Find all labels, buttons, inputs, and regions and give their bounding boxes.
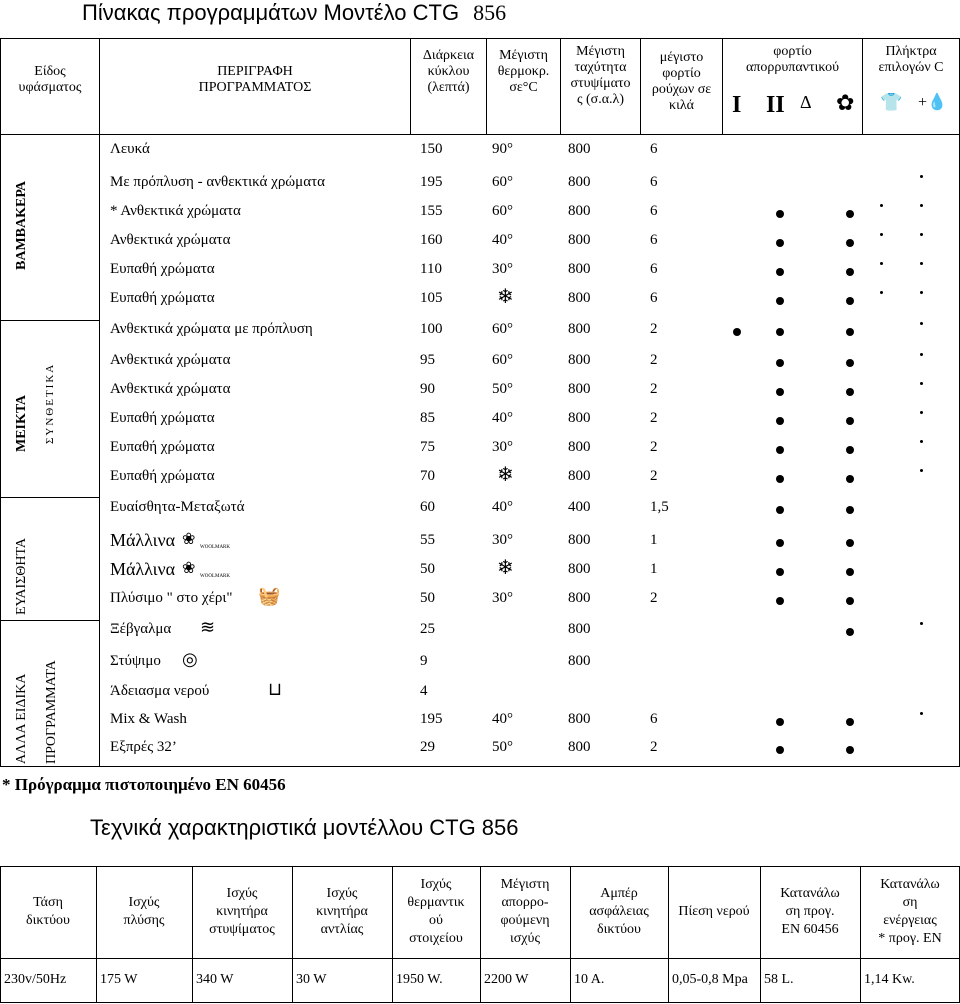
detergent-dot — [846, 506, 854, 514]
row-duration: 100 — [420, 321, 443, 337]
spec-header-line: ενέργειας — [883, 913, 937, 928]
option-dot — [920, 233, 923, 236]
row-spin-speed: 800 — [568, 174, 591, 190]
row-temperature: 30° — [492, 532, 513, 548]
footnote: * Πρόγραμμα πιστοποιημένο EN 60456 — [2, 775, 286, 794]
header-options: Πλήκτρα επιλογών C — [878, 44, 944, 75]
detergent-dot — [846, 746, 854, 754]
detergent-dot — [846, 239, 854, 247]
detergent-dot — [776, 597, 784, 605]
row-temperature: 50° — [492, 739, 513, 755]
group-delicate: ΕΥΑΙΣΘΗΤΑ — [14, 537, 29, 615]
row-temperature: 40° — [492, 711, 513, 727]
row-load: 1 — [650, 532, 658, 548]
row-duration: 160 — [420, 232, 443, 248]
row-temperature: 40° — [492, 232, 513, 248]
header-duration: Διάρκεια κύκλου (λεπτά) — [422, 48, 475, 95]
row-duration: 55 — [420, 532, 435, 548]
row-load: 2 — [650, 468, 658, 484]
spec-header-line: απορρο- — [501, 895, 549, 910]
row-load: 2 — [650, 321, 658, 337]
row-load: 6 — [650, 174, 658, 190]
option-dot — [920, 262, 923, 265]
detergent-col-ii: II — [766, 92, 785, 118]
detergent-dot — [846, 359, 854, 367]
header-max-load: μέγιστο φορτίο ρούχων σε κιλά — [651, 50, 712, 113]
row-load: 2 — [650, 739, 658, 755]
row-load: 2 — [650, 439, 658, 455]
detergent-dot — [846, 388, 854, 396]
row-description: Ευπαθή χρώματα — [110, 439, 215, 455]
header-detergent: φορτίο απορρυπαντικού — [745, 44, 840, 75]
option-dot — [920, 353, 923, 356]
header-bottom-border — [0, 134, 960, 135]
group-special-2: ΠΡΟΓΡΑΜΜΑΤΑ — [44, 660, 59, 764]
row-load: 6 — [650, 261, 658, 277]
hand-icon: 🧺 — [258, 586, 281, 606]
row-load: 1 — [650, 561, 658, 577]
spec-header-line: θερμαντικ — [407, 895, 465, 910]
option-dot — [880, 291, 883, 294]
spec-header-line: αντλίας — [320, 922, 364, 937]
row-duration: 70 — [420, 468, 435, 484]
row-load: 6 — [650, 203, 658, 219]
row-spin-speed: 800 — [568, 468, 591, 484]
detergent-dot — [846, 446, 854, 454]
option-dot — [920, 382, 923, 385]
spec-header — [96, 894, 192, 930]
group-mixed: ΜΕΙΚΤΑ — [14, 395, 29, 452]
row-description: Μάλλινα — [110, 559, 176, 579]
spec-value: 175 W — [100, 972, 138, 987]
row-load: 6 — [650, 290, 658, 306]
spec-value: 230v/50Hz — [4, 972, 67, 987]
detergent-col-delta: Δ — [800, 92, 812, 112]
header-description: ΠΕΡΙΓΡΑΦΗ ΠΡΟΓΡΑΜΜΑΤΟΣ — [198, 64, 312, 95]
spec-header — [192, 885, 292, 939]
spec-header — [860, 876, 960, 948]
spec-header — [570, 885, 668, 939]
option-dot — [920, 712, 923, 715]
detergent-dot — [776, 210, 784, 218]
option-dot — [920, 204, 923, 207]
detergent-dot — [776, 388, 784, 396]
option-dot — [880, 233, 883, 236]
detergent-dot — [846, 475, 854, 483]
spec-header-line: φούμενη — [500, 913, 550, 928]
row-spin-speed: 800 — [568, 653, 591, 669]
option-dot — [920, 175, 923, 178]
option-dot — [920, 411, 923, 414]
row-load: 6 — [650, 232, 658, 248]
row-duration: 155 — [420, 203, 443, 219]
row-description: Ευαίσθητα-Μεταξωτά — [110, 499, 245, 515]
table-bottom-border — [0, 766, 960, 767]
row-description: Με πρόπλυση - ανθεκτικά χρώματα — [110, 174, 325, 190]
woolmark-icon: ❀ — [182, 531, 196, 548]
spec-header-line: δικτύου — [26, 913, 70, 928]
row-description: Ευπαθή χρώματα — [110, 468, 215, 484]
woolmark-label: WOOLMARK — [200, 574, 230, 579]
row-spin-speed: 800 — [568, 290, 591, 306]
page-title: Πίνακας προγραμμάτων Μοντέλο CTG 856 — [82, 0, 507, 25]
row-duration: 195 — [420, 711, 443, 727]
spec-header-line: Πίεση νερού — [678, 904, 750, 919]
option-dot — [920, 322, 923, 325]
specs-col-border — [96, 866, 97, 1002]
row-temperature: 60° — [492, 203, 513, 219]
spec-value: 30 W — [296, 972, 327, 987]
row-duration: 90 — [420, 381, 435, 397]
row-duration: 195 — [420, 174, 443, 190]
detergent-dot — [776, 446, 784, 454]
row-duration: 95 — [420, 352, 435, 368]
row-description: Ανθεκτικά χρώματα — [110, 352, 231, 368]
row-temperature: 90° — [492, 141, 513, 157]
row-spin-speed: 800 — [568, 203, 591, 219]
specs-title: Τεχνικά χαρακτηριστικά μοντέλλου CTG 856 — [90, 815, 519, 840]
spec-header — [668, 903, 760, 921]
row-spin-speed: 800 — [568, 590, 591, 606]
detergent-dot — [776, 417, 784, 425]
row-load: 2 — [650, 352, 658, 368]
spec-header-line: κινητήρα — [216, 904, 268, 919]
shirt-icon: 👕 — [880, 92, 903, 112]
row-duration: 9 — [420, 653, 428, 669]
row-description: Μάλλινα — [110, 530, 176, 550]
option-dot — [880, 262, 883, 265]
row-duration: 85 — [420, 410, 435, 426]
detergent-dot — [846, 297, 854, 305]
row-spin-speed: 800 — [568, 739, 591, 755]
row-spin-speed: 800 — [568, 141, 591, 157]
row-spin-speed: 800 — [568, 261, 591, 277]
detergent-dot — [776, 506, 784, 514]
specs-col-border — [0, 866, 1, 1002]
row-load: 6 — [650, 711, 658, 727]
row-load: 1,5 — [650, 499, 669, 515]
row-description: Πλύσιμο " στο χέρι" — [110, 590, 233, 606]
row-duration: 50 — [420, 590, 435, 606]
detergent-dot — [846, 268, 854, 276]
row-description: Ευπαθή χρώματα — [110, 261, 215, 277]
spec-header-line: Ισχύς — [326, 886, 358, 901]
row-duration: 29 — [420, 739, 435, 755]
row-duration: 75 — [420, 439, 435, 455]
row-duration: 150 — [420, 141, 443, 157]
spec-value: 340 W — [196, 972, 234, 987]
spec-header-line: ού — [429, 913, 443, 928]
row-spin-speed: 800 — [568, 532, 591, 548]
group-separator — [0, 620, 100, 621]
specs-bottom-border — [0, 1002, 960, 1003]
detergent-dot — [776, 359, 784, 367]
row-spin-speed: 800 — [568, 711, 591, 727]
spec-header-line: ση προγ. — [785, 904, 835, 919]
option-dot — [920, 469, 923, 472]
row-description: Ευπαθή χρώματα — [110, 290, 215, 306]
row-description: Ανθεκτικά χρώματα με πρόπλυση — [110, 321, 313, 337]
spec-header — [0, 894, 96, 930]
spec-value: 10 A. — [574, 972, 605, 987]
row-spin-speed: 800 — [568, 439, 591, 455]
detergent-dot — [776, 718, 784, 726]
row-load: 2 — [650, 590, 658, 606]
row-duration: 105 — [420, 290, 443, 306]
row-description: Λευκά — [110, 141, 150, 157]
detergent-dot — [846, 568, 854, 576]
row-description: Στύψιμο — [110, 653, 161, 669]
row-description: Ανθεκτικά χρώματα — [110, 381, 231, 397]
spec-header-line: Ισχύς — [420, 877, 452, 892]
table-left-border — [0, 38, 1, 767]
detergent-col-i: I — [732, 92, 742, 118]
spec-header-line: EN 60456 — [781, 922, 839, 937]
row-temperature: 30° — [492, 439, 513, 455]
woolmark-label: WOOLMARK — [200, 545, 230, 550]
row-duration: 110 — [420, 261, 442, 277]
row-description: Ανθεκτικά χρώματα — [110, 232, 231, 248]
group-separator — [0, 320, 100, 321]
spec-header-line: Κατανάλω — [880, 877, 940, 892]
detergent-dot — [733, 328, 741, 336]
row-load: 2 — [650, 381, 658, 397]
extra-rinse-icon: +💧 — [918, 94, 947, 111]
row-temperature: 60° — [492, 352, 513, 368]
woolmark-icon: ❀ — [182, 560, 196, 577]
table-top-border — [0, 38, 960, 39]
spec-header-line: ση — [902, 895, 918, 910]
detergent-dot — [776, 268, 784, 276]
row-spin-speed: 800 — [568, 621, 591, 637]
detergent-dot — [776, 297, 784, 305]
option-dot — [920, 440, 923, 443]
detergent-dot — [846, 539, 854, 547]
spec-value: 1,14 Kw. — [864, 972, 915, 987]
spec-header-line: Τάση — [33, 895, 63, 910]
spec-header-line: κινητήρα — [316, 904, 368, 919]
spec-header-line: ασφάλειας — [589, 904, 649, 919]
detergent-dot — [846, 328, 854, 336]
detergent-dot — [776, 746, 784, 754]
snowflake-icon: ❄ — [497, 557, 514, 579]
type-col-border — [99, 38, 100, 767]
row-temperature: 40° — [492, 410, 513, 426]
option-dot — [920, 291, 923, 294]
spec-value: 58 L. — [764, 972, 794, 987]
snowflake-icon: ❄ — [497, 464, 514, 486]
spin-icon: ◎ — [182, 649, 198, 669]
row-description: Ξέβγαλμα — [110, 621, 172, 637]
spec-header-line: Αμπέρ — [600, 886, 638, 901]
spec-header-line: Ισχύς — [128, 895, 160, 910]
spec-header-line: Κατανάλω — [780, 886, 840, 901]
spec-value: 1950 W. — [396, 972, 443, 987]
rinse-icon: ≋ — [200, 617, 216, 637]
row-description: * Ανθεκτικά χρώματα — [110, 203, 241, 219]
row-description: Άδειασμα νερού — [110, 683, 210, 699]
spec-header-line: Ισχύς — [226, 886, 258, 901]
detergent-dot — [846, 628, 854, 636]
row-temperature: 60° — [492, 174, 513, 190]
softener-icon: ✿ — [836, 90, 855, 115]
row-description: Mix & Wash — [110, 711, 187, 727]
spec-value: 2200 W — [484, 972, 529, 987]
drain-icon: ⊔ — [268, 679, 283, 699]
spec-header-line: Μέγιστη — [500, 877, 550, 892]
detergent-dot — [776, 568, 784, 576]
spec-header-line: στοιχείου — [409, 931, 463, 946]
spec-header — [292, 885, 392, 939]
detergent-dot — [776, 475, 784, 483]
row-spin-speed: 800 — [568, 410, 591, 426]
row-load: 6 — [650, 141, 658, 157]
header-type: Είδος υφάσματος — [18, 64, 82, 95]
spec-header — [480, 876, 570, 948]
row-description: Ευπαθή χρώματα — [110, 410, 215, 426]
row-duration: 60 — [420, 499, 435, 515]
spec-header-line: ισχύς — [509, 931, 540, 946]
specs-col-border — [668, 866, 669, 1002]
detergent-dot — [846, 597, 854, 605]
detergent-dot — [776, 239, 784, 247]
row-spin-speed: 800 — [568, 381, 591, 397]
spec-header-line: δικτύου — [597, 922, 641, 937]
row-duration: 50 — [420, 561, 435, 577]
row-duration: 4 — [420, 683, 428, 699]
spec-header — [760, 885, 860, 939]
spec-header-line: στυψίματος — [209, 922, 275, 937]
row-duration: 25 — [420, 621, 435, 637]
option-dot — [880, 204, 883, 207]
row-spin-speed: 400 — [568, 499, 591, 515]
spec-header — [392, 876, 480, 948]
spec-header-line: * προγ. EN — [878, 931, 942, 946]
row-spin-speed: 800 — [568, 561, 591, 577]
row-temperature: 30° — [492, 590, 513, 606]
row-spin-speed: 800 — [568, 321, 591, 337]
group-synthetic: ΣΥΝΘΕΤΙΚΑ — [44, 362, 56, 444]
group-separator — [0, 497, 100, 498]
detergent-dot — [846, 718, 854, 726]
row-temperature: 50° — [492, 381, 513, 397]
row-temperature: 30° — [492, 261, 513, 277]
detergent-dot — [776, 539, 784, 547]
detergent-dot — [846, 417, 854, 425]
spec-header-line: πλύσης — [123, 913, 165, 928]
header-spin-speed: Μέγιστη ταχύτητα στυψίματο ς (σ.α.λ) — [570, 44, 631, 107]
spec-value: 0,05-0,8 Mpa — [672, 972, 748, 987]
row-load: 2 — [650, 410, 658, 426]
detergent-dot — [776, 328, 784, 336]
snowflake-icon: ❄ — [497, 286, 514, 308]
row-temperature: 40° — [492, 499, 513, 515]
option-dot — [920, 622, 923, 625]
row-temperature: 60° — [492, 321, 513, 337]
detergent-dot — [846, 210, 854, 218]
row-spin-speed: 800 — [568, 352, 591, 368]
row-description: Εξπρές 32’ — [110, 739, 177, 755]
group-cotton: ΒΑΜΒΑΚΕΡΑ — [14, 181, 29, 270]
group-special-1: ΑΛΛΑ ΕΙΔΙΚΑ — [14, 673, 29, 764]
row-spin-speed: 800 — [568, 232, 591, 248]
header-temperature: Μέγιστη θερμοκρ. σε°C — [497, 48, 550, 95]
